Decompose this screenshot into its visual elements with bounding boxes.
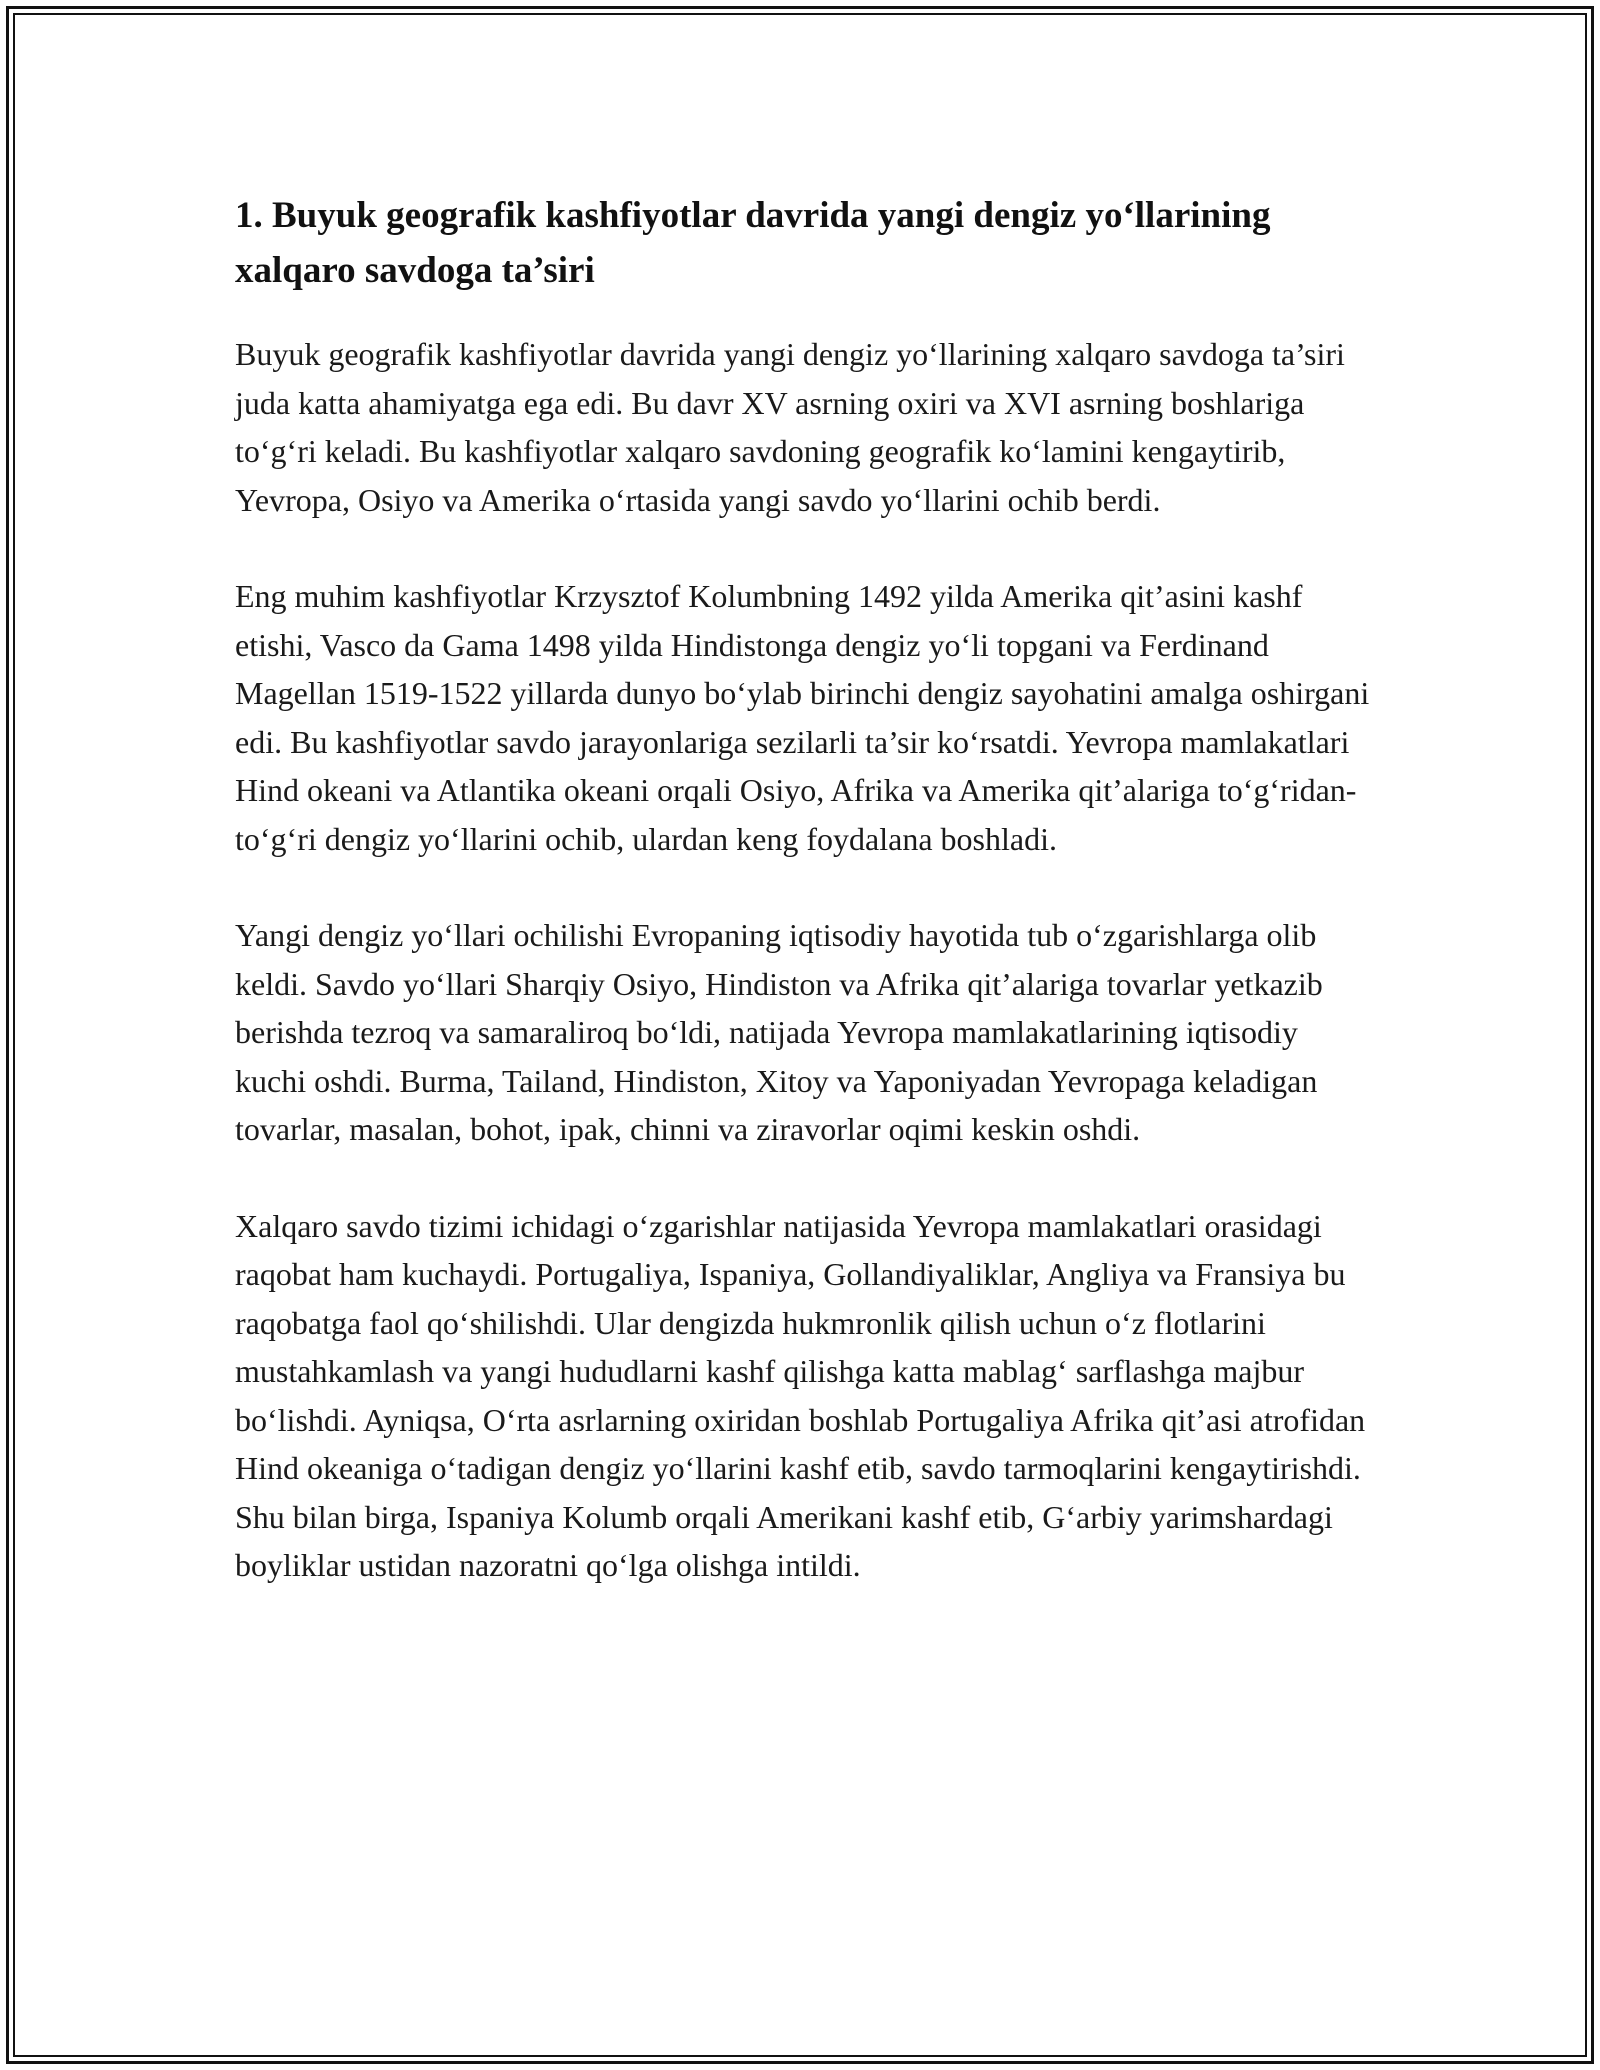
paragraph-2: Eng muhim kashfiyotlar Krzysztof Kolumbning 1492 yilda Amerika qit’asini kashf etishi, Vasco da Gama 1498 yilda Hindistonga dengiz yoʻli topgani va Ferdinand Magellan 1519-1522 yillarda dunyo boʻylab birinchi dengiz sayohatini amalga oshirgani edi. Bu kashfiyotlar savdo jarayonlariga sezilarli ta’sir koʻrsatdi. Yevropa mamlakatlari Hind okeani va Atlantika okeani orqali Osiyo, Afrika va Amerika qit’alariga toʻgʻridan-toʻgʻri dengiz yoʻllarini ochib, ulardan keng foydalana boshladi.	[235, 578, 1370, 857]
section-heading: 1. Buyuk geografik kashfiyotlar davrida yangi dengiz yoʻllarining xalqaro savdoga ta’siri	[235, 195, 1271, 291]
document-body	[235, 188, 1375, 1638]
paragraph-4: Xalqaro savdo tizimi ichidagi oʻzgarishlar natijasida Yevropa mamlakatlari orasidagi raqobat ham kuchaydi. Portugaliya, Ispaniya, Gollandiyaliklar, Angliya va Fransiya bu raqobatga faol qoʻshilishdi. Ular dengizda hukmronlik qilish uchun oʻz flotlarini mustahkamlash va yangi hududlarni kashf qilishga katta mablagʻ sarflashga majbur boʻlishdi. Ayniqsa, Oʻrta asrlarning oxiridan boshlab Portugaliya Afrika qit’asi atrofidan Hind okeaniga oʻtadigan dengiz yoʻllarini kashf etib, savdo tarmoqlarini kengaytirishdi. Shu bilan birga, Ispaniya Kolumb orqali Amerikani kashf etib, Gʻarbiy yarimshardagi boyliklar ustidan nazoratni qoʻlga olishga intildi.	[235, 1207, 1366, 1583]
paragraph-1: Buyuk geografik kashfiyotlar davrida yangi dengiz yoʻllarining xalqaro savdoga ta’siri juda katta ahamiyatga ega edi. Bu davr XV asrning oxiri va XVI asrning boshlariga toʻgʻri keladi. Bu kashfiyotlar xalqaro savdoning geografik koʻlamini kengaytirib, Yevropa, Osiyo va Amerika oʻrtasida yangi savdo yoʻllarini ochib berdi.	[235, 336, 1345, 518]
paragraph-3: Yangi dengiz yoʻllari ochilishi Evropaning iqtisodiy hayotida tub oʻzgarishlarga olib keldi. Savdo yoʻllari Sharqiy Osiyo, Hindiston va Afrika qit’alariga tovarlar yetkazib berishda tezroq va samaraliroq boʻldi, natijada Yevropa mamlakatlarining iqtisodiy kuchi oshdi. Burma, Tailand, Hindiston, Xitoy va Yaponiyadan Yevropaga keladigan tovarlar, masalan, bohot, ipak, chinni va ziravorlar oqimi keskin oshdi.	[235, 917, 1323, 1147]
